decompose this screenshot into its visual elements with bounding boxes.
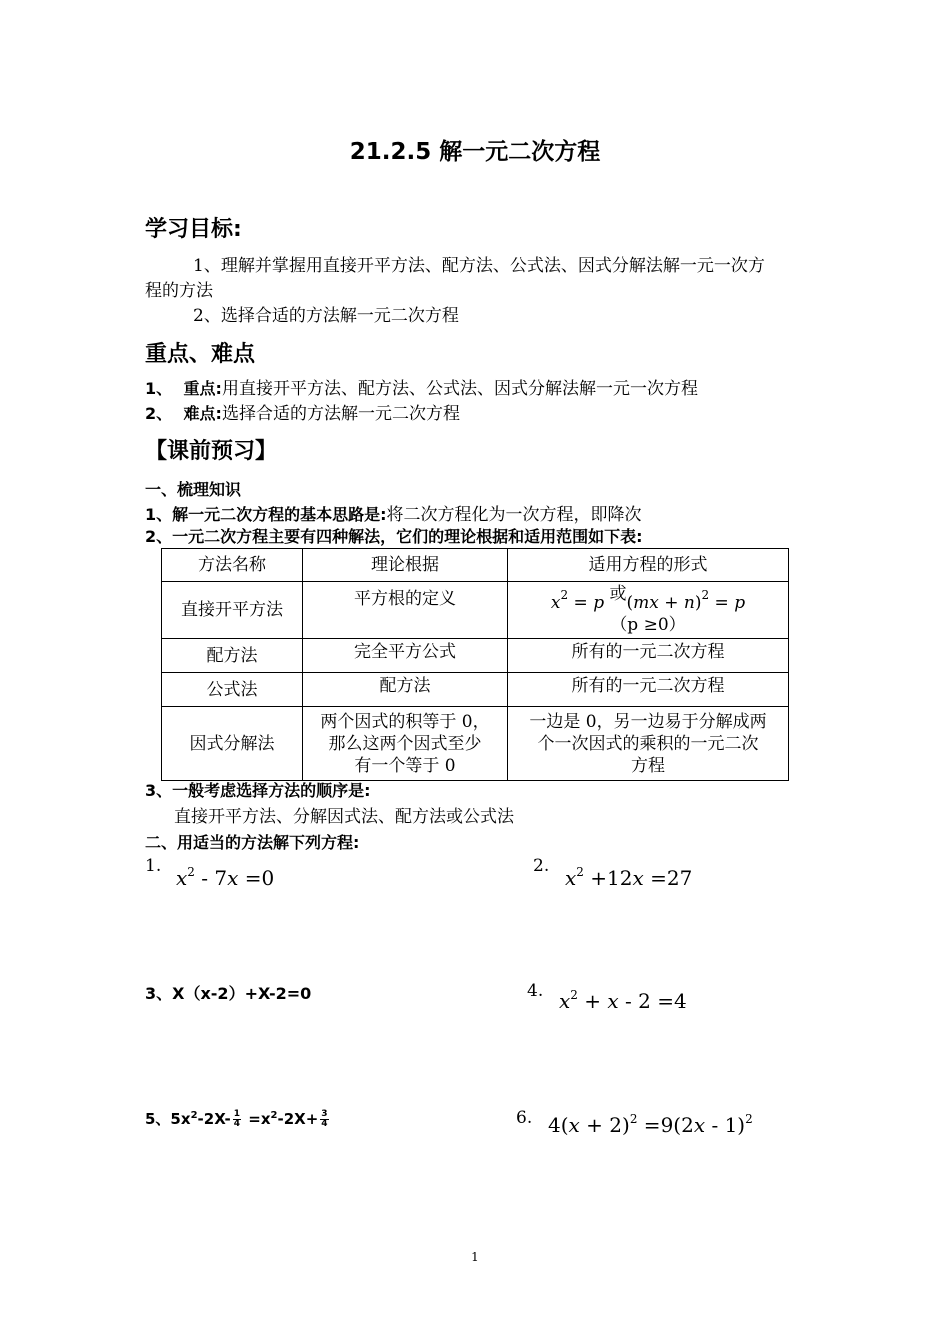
problem-5-prefix: 5、5x [145, 1110, 191, 1128]
problem-2-number: 2. [533, 856, 550, 876]
question-3-answer: 直接开平方法、分解因式法、配方法或公式法 [174, 807, 514, 827]
key-point-2 [145, 399, 460, 424]
objectives-heading: 学习目标: [145, 217, 242, 242]
question-1 [145, 500, 642, 525]
problem-4-equation: $x^2 + x - 2 =4$ [559, 988, 687, 1013]
section-1-heading: 一、梳理知识 [145, 480, 242, 499]
table-cell-basis: 配方法 [303, 673, 508, 707]
objective-2: 2、选择合适的方法解一元二次方程 [193, 306, 459, 326]
table-header-row [162, 549, 789, 582]
fraction-denominator: 4 [233, 1119, 241, 1129]
question-1-answer: 将二次方程化为一次方程，即降次 [386, 505, 642, 525]
preview-heading: 【课前预习】 [145, 439, 278, 464]
table-header-cell: 理论根据 [303, 549, 508, 582]
problem-4-number: 4. [527, 981, 544, 1001]
page-number: 1 [471, 1250, 479, 1264]
key-point-2-label: 难点: [183, 404, 222, 423]
fraction-denominator: 4 [321, 1119, 328, 1129]
table-header-cell: 方法名称 [162, 549, 303, 582]
problem-2-equation: $x^2 +12x =27$ [565, 865, 693, 890]
basis-line: 有一个等于 0 [354, 755, 456, 776]
table-header-cell: 适用方程的形式 [508, 549, 789, 582]
problem-1-number: 1. [145, 856, 162, 876]
table-row [162, 639, 789, 673]
table-row [162, 673, 789, 707]
table-cell-form: 所有的一元二次方程 [508, 639, 789, 673]
fraction-one-quarter [233, 1110, 241, 1129]
problem-5-part: =x [243, 1110, 271, 1128]
page-title: 21.2.5 解一元二次方程 [349, 139, 601, 165]
table-cell-form [508, 707, 789, 781]
problem-3: 3、X（x-2）+X-2=0 [145, 984, 312, 1003]
fraction-numerator: 3 [321, 1109, 328, 1119]
objective-1-line-1: 1、理解并掌握用直接开平方法、配方法、公式法、因式分解法解一元一次方 [193, 256, 765, 276]
table-cell-basis: 平方根的定义 [303, 582, 508, 639]
fraction-three-quarters [320, 1110, 328, 1129]
table-cell-basis: 完全平方公式 [303, 639, 508, 673]
or-text: 或 [609, 584, 627, 604]
key-point-2-number: 2、 [145, 404, 173, 423]
table-row [162, 582, 789, 639]
problem-5-exponent: 2 [270, 1110, 278, 1121]
question-1-label: 1、解一元二次方程的基本思路是: [145, 505, 387, 524]
form-line: 个一次因式的乘积的一元二次 [537, 733, 759, 754]
table-cell-method: 直接开平方法 [162, 582, 303, 639]
table-row [162, 707, 789, 781]
fraction-numerator: 1 [233, 1109, 241, 1119]
formula-x-squared-equals-p: $x^2 = p$ [550, 588, 605, 613]
problem-6-equation: $4(x + 2)^2 =9(2x - 1)^2$ [548, 1112, 753, 1137]
problem-5-part: -2X+ [277, 1110, 319, 1128]
problem-6-number: 6. [516, 1108, 533, 1128]
problem-5-part: -2X- [197, 1110, 231, 1128]
form-line: 方程 [631, 755, 665, 776]
key-points-heading: 重点、难点 [145, 342, 256, 367]
section-2-heading: 二、用适当的方法解下列方程: [145, 833, 360, 852]
table-cell-basis [303, 707, 508, 781]
question-3-label: 3、一般考虑选择方法的顺序是: [145, 781, 371, 800]
table-cell-method: 配方法 [162, 639, 303, 673]
key-point-2-text: 选择合适的方法解一元二次方程 [221, 404, 460, 424]
objective-1-line-2: 程的方法 [145, 281, 213, 301]
problem-1-equation: $x^2 - 7x =0$ [176, 865, 275, 890]
methods-table [161, 548, 789, 781]
problem-5-exponent: 2 [190, 1110, 198, 1121]
problem-5 [145, 1108, 331, 1129]
basis-line: 两个因式的积等于 0， [320, 711, 490, 732]
key-point-1-label: 重点: [183, 379, 222, 398]
table-cell-method: 公式法 [162, 673, 303, 707]
formula-mx-plus-n-squared: (mx + n)$^2$ = p [626, 588, 746, 613]
key-point-1-text: 用直接开平方法、配方法、公式法、因式分解法解一元一次方程 [221, 379, 698, 399]
table-cell-method: 因式分解法 [162, 707, 303, 781]
key-point-1 [145, 374, 698, 399]
question-2-label: 2、一元二次方程主要有四种解法，它们的理论根据和适用范围如下表: [145, 527, 643, 546]
form-line: 一边是 0，另一边易于分解成两 [529, 711, 767, 732]
key-point-1-number: 1、 [145, 379, 173, 398]
basis-line: 那么这两个因式至少 [328, 733, 482, 754]
table-cell-form: 所有的一元二次方程 [508, 673, 789, 707]
table-cell-form [508, 582, 789, 639]
condition-text: （p ≥0） [610, 615, 686, 635]
